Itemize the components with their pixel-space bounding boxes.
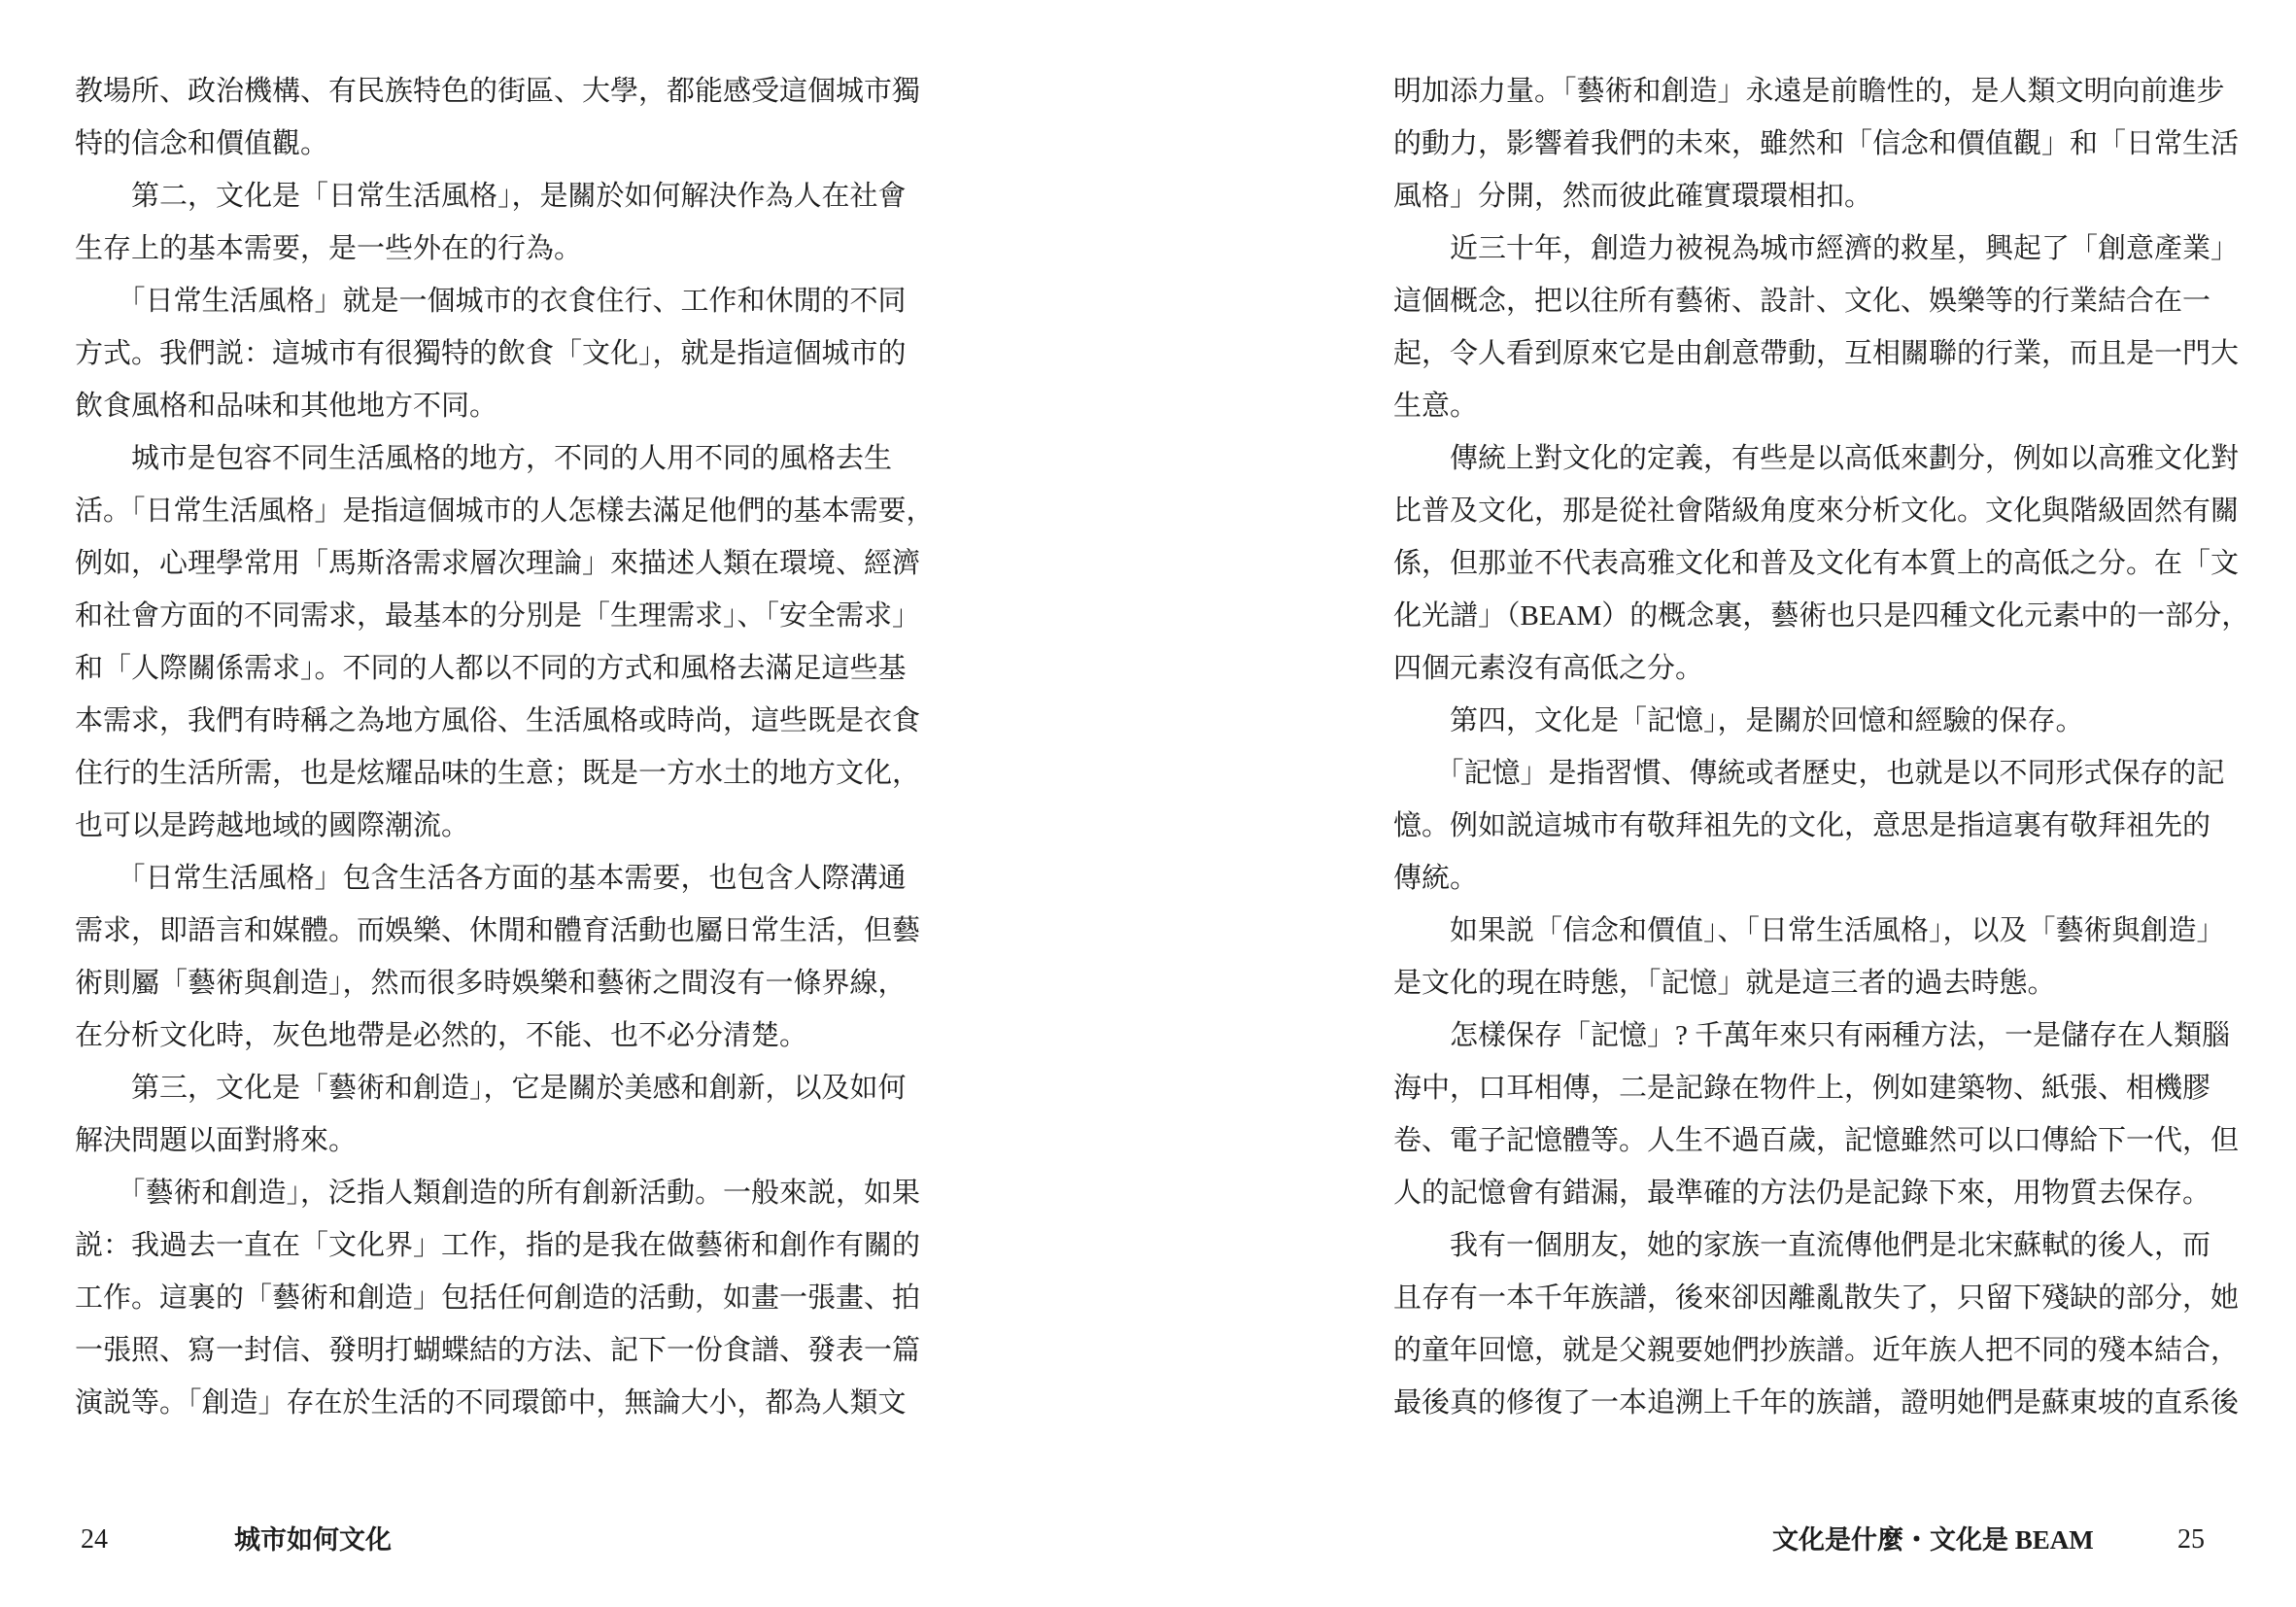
text-line: 怎樣保存「記憶」? 千萬年來只有兩種方法，一是儲存在人類腦	[1393, 1020, 2231, 1051]
text-line: 在分析文化時，灰色地帶是必然的，不能、也不必分清楚。	[75, 1020, 808, 1051]
running-title-right: 文化是什麼・文化是 BEAM	[1772, 1525, 2094, 1555]
text-line: 住行的生活所需，也是炫耀品味的生意；既是一方水土的地方文化，	[75, 758, 921, 789]
text-line: 説：我過去一直在「文化界」工作，指的是我在做藝術和創作有關的	[75, 1230, 921, 1261]
text-line: 和社會方面的不同需求，最基本的分別是「生理需求」、「安全需求」	[75, 600, 921, 632]
text-line: 和「人際關係需求」。不同的人都以不同的方式和風格去滿足這些基	[75, 653, 907, 684]
text-line: 比普及文化，那是從社會階級角度來分析文化。文化與階級固然有關	[1393, 496, 2240, 527]
text-line: 方式。我們説：這城市有很獨特的飲食「文化」，就是指這個城市的	[75, 338, 907, 369]
text-line: 風格」分開，然而彼此確實環環相扣。	[1393, 181, 1873, 212]
text-line: 第二，文化是「日常生活風格」，是關於如何解決作為人在社會	[75, 181, 907, 212]
text-line: 是文化的現在時態，「記憶」就是這三者的過去時態。	[1393, 968, 2056, 999]
text-line: 「記憶」是指習慣、傳統或者歷史，也就是以不同形式保存的記	[1393, 758, 2225, 789]
text-line: 的動力，影響着我們的未來，雖然和「信念和價值觀」和「日常生活	[1393, 128, 2240, 159]
text-line: 一張照、寫一封信、發明打蝴蝶結的方法、記下一份食譜、發表一篇	[75, 1335, 921, 1366]
text-line: 例如，心理學常用「馬斯洛需求層次理論」來描述人類在環境、經濟	[75, 548, 921, 579]
text-line: 教場所、政治機構、有民族特色的街區、大學，都能感受這個城市獨	[75, 76, 921, 107]
right-text-column	[1393, 65, 2250, 1429]
text-line: 的童年回憶，就是父親要她們抄族譜。近年族人把不同的殘本結合，	[1393, 1335, 2240, 1366]
text-line: 演説等。「創造」存在於生活的不同環節中，無論大小，都為人類文	[75, 1387, 907, 1419]
text-line: 飲食風格和品味和其他地方不同。	[75, 391, 498, 422]
text-line: 四個元素沒有高低之分。	[1393, 653, 1704, 684]
running-title-left: 城市如何文化	[234, 1525, 392, 1555]
text-line: 傳統。	[1393, 863, 1479, 894]
text-line: 憶。例如説這城市有敬拜祖先的文化，意思是指這裏有敬拜祖先的	[1393, 810, 2211, 841]
text-line: 工作。這裏的「藝術和創造」包括任何創造的活動，如畫一張畫、拍	[75, 1282, 921, 1314]
text-line: 第三，文化是「藝術和創造」，它是關於美感和創新，以及如何	[75, 1073, 907, 1104]
text-line: 海中，口耳相傳，二是記錄在物件上，例如建築物、紙張、相機膠	[1393, 1073, 2211, 1104]
text-line: 「日常生活風格」就是一個城市的衣食住行、工作和休閒的不同	[75, 286, 907, 317]
text-line: 「藝術和創造」，泛指人類創造的所有創新活動。一般來説，如果	[75, 1178, 921, 1209]
text-line: 生存上的基本需要，是一些外在的行為。	[75, 233, 583, 264]
page-number-right: 25	[2177, 1524, 2205, 1555]
text-line: 城市是包容不同生活風格的地方，不同的人用不同的風格去生	[75, 443, 893, 474]
text-line: 第四，文化是「記憶」，是關於回憶和經驗的保存。	[1393, 705, 2084, 736]
text-line: 人的記憶會有錯漏，最準確的方法仍是記錄下來，用物質去保存。	[1393, 1178, 2211, 1209]
text-line: 活。「日常生活風格」是指這個城市的人怎樣去滿足他們的基本需要，	[75, 496, 935, 527]
text-line: 需求，即語言和媒體。而娛樂、休閒和體育活動也屬日常生活，但藝	[75, 915, 921, 946]
text-line: 生意。	[1393, 391, 1479, 422]
text-line: 我有一個朋友，她的家族一直流傳他們是北宋蘇軾的後人，而	[1393, 1230, 2211, 1261]
text-line: 明加添力量。「藝術和創造」永遠是前瞻性的，是人類文明向前進步	[1393, 76, 2225, 107]
text-line: 特的信念和價值觀。	[75, 128, 329, 159]
text-line: 最後真的修復了一本追溯上千年的族譜，證明她們是蘇東坡的直系後	[1393, 1387, 2240, 1419]
text-line: 如果説「信念和價值」、「日常生活風格」，以及「藝術與創造」	[1393, 915, 2225, 946]
text-line: 本需求，我們有時稱之為地方風俗、生活風格或時尚，這些既是衣食	[75, 705, 921, 736]
text-line: 術則屬「藝術與創造」，然而很多時娛樂和藝術之間沒有一條界線，	[75, 968, 907, 999]
text-line: 這個概念，把以往所有藝術、設計、文化、娛樂等的行業結合在一	[1393, 286, 2211, 317]
text-line: 起，令人看到原來它是由創意帶動，互相關聯的行業，而且是一門大	[1393, 338, 2240, 369]
text-line: 近三十年，創造力被視為城市經濟的救星，興起了「創意產業」	[1393, 233, 2240, 264]
left-text-column	[75, 65, 935, 1429]
text-line: 卷、電子記憶體等。人生不過百歲，記憶雖然可以口傳給下一代，但	[1393, 1125, 2240, 1156]
text-line: 傳統上對文化的定義，有些是以高低來劃分，例如以高雅文化對	[1393, 443, 2240, 474]
text-line: 「日常生活風格」包含生活各方面的基本需要，也包含人際溝通	[75, 863, 907, 894]
text-line: 也可以是跨越地域的國際潮流。	[75, 810, 470, 841]
page-number-left: 24	[81, 1524, 108, 1555]
text-line: 化光譜」（BEAM）的概念裏，藝術也只是四種文化元素中的一部分，	[1393, 600, 2250, 632]
text-line: 且存有一本千年族譜，後來卻因離亂散失了，只留下殘缺的部分，她	[1393, 1282, 2240, 1314]
text-line: 係，但那並不代表高雅文化和普及文化有本質上的高低之分。在「文	[1393, 548, 2240, 579]
text-line: 解決問題以面對將來。	[75, 1125, 358, 1156]
